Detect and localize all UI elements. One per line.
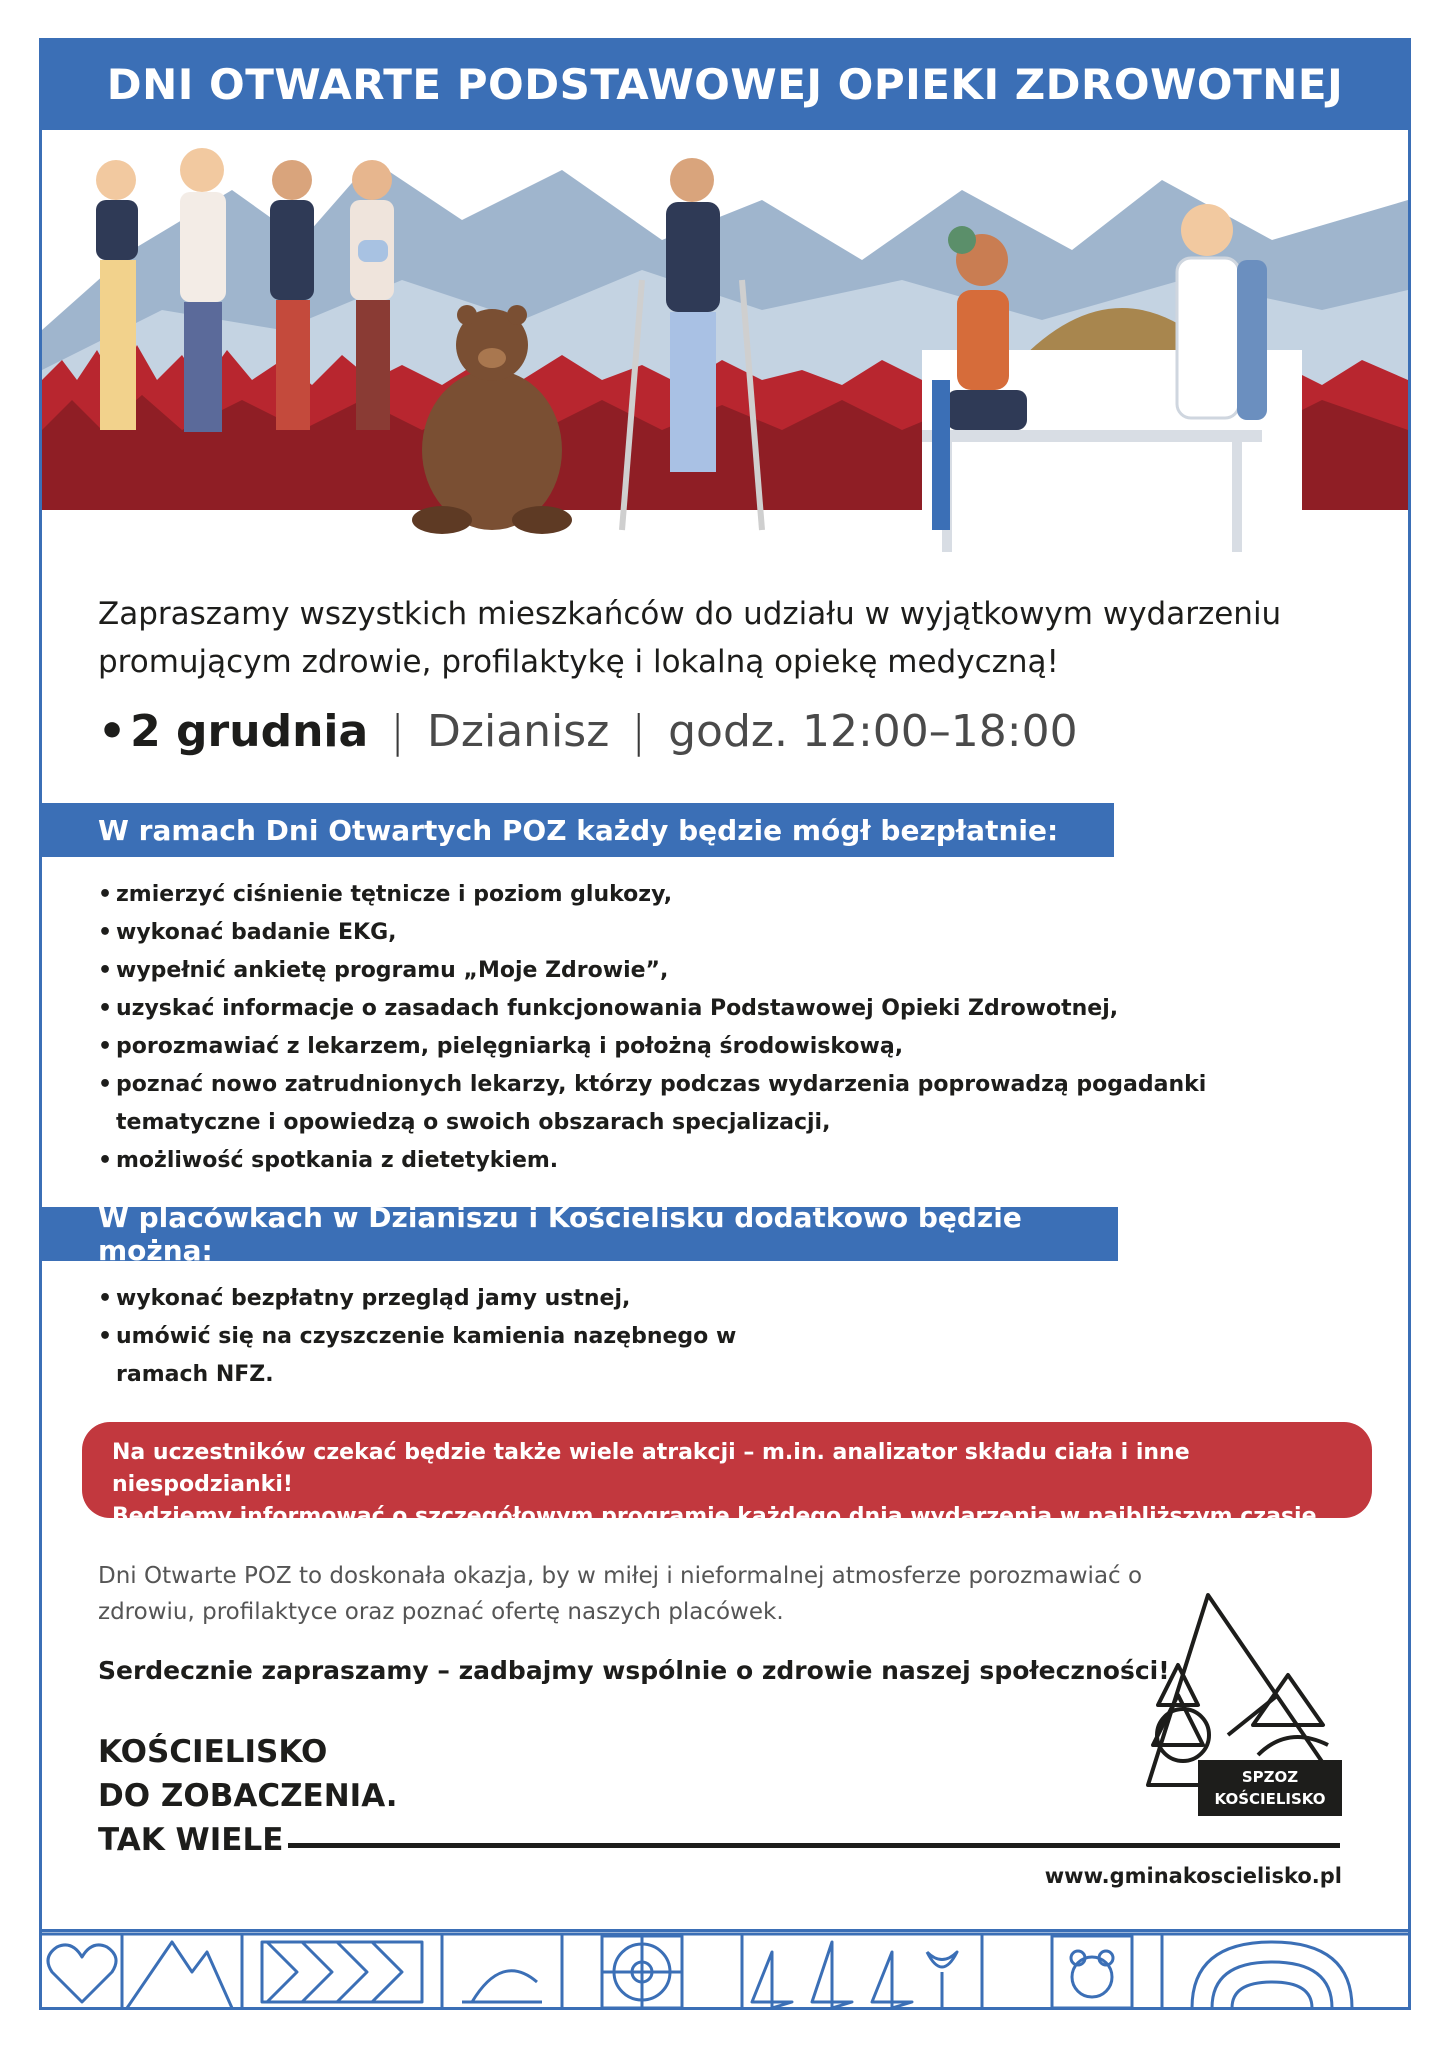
event-hours: godz. 12:00–18:00	[668, 706, 1078, 757]
page-title: DNI OTWARTE PODSTAWOWEJ OPIEKI ZDROWOTNEJ	[106, 59, 1344, 109]
outro-text: Dni Otwarte POZ to doskonała okazja, by w miłej i nieformalnej atmosferze porozmawiać o zdrowiu, profilaktyce oraz poznać ofertę naszych placówek.	[98, 1563, 1143, 1625]
event-place: Dzianisz	[427, 706, 610, 757]
header-bar	[39, 38, 1411, 130]
bear-head-icon	[1071, 1951, 1113, 1997]
logo-badge	[1198, 1760, 1342, 1816]
callout-line-2: Będziemy informować o szczegółowym programie każdego dnia wydarzenia w najbliższym czasie.	[112, 1504, 1325, 1529]
event-bullet: •	[98, 706, 127, 757]
invite-text: Serdecznie zapraszamy – zadbajmy wspólnie o zdrowie naszej społeczności!	[98, 1656, 1170, 1685]
list-item: • wypełnić ankietę programu „Moje Zdrowie”,	[98, 952, 1218, 990]
section1-heading: W ramach Dni Otwartych POZ każdy będzie mógł bezpłatnie:	[42, 803, 1114, 857]
separator: |	[631, 706, 647, 757]
list-item: • poznać nowo zatrudnionych lekarzy, którzy podczas wydarzenia poprowadzą pogadanki tematyczne i opowiedzą o swoich obszarach specjalizacji,	[98, 1066, 1218, 1142]
section2-heading: W placówkach w Dzianiszu i Kościelisku dodatkowo będzie można:	[42, 1207, 1118, 1261]
slogan-line-2: DO ZOBACZENIA.	[98, 1778, 398, 1814]
list-item: • porozmawiać z lekarzem, pielęgniarką i położną środowiskową,	[98, 1028, 1218, 1066]
intro-text: Zapraszamy wszystkich mieszkańców do udziału w wyjątkowym wydarzeniu promującym zdrowie, profilaktykę i lokalną opiekę medyczną!	[98, 596, 1282, 680]
tulip-icon	[927, 1952, 957, 2008]
logo-line-2: KOŚCIELISKO	[1214, 1790, 1326, 1808]
logo-line-1: SPZOZ	[1241, 1768, 1299, 1786]
callout-box	[82, 1422, 1372, 1529]
list-item: • zmierzyć ciśnienie tętnicze i poziom glukozy,	[98, 876, 1218, 914]
heart-icon	[48, 1945, 116, 2002]
trees-icon	[752, 1942, 912, 2008]
mountain-icon	[127, 1942, 232, 2008]
section2-list	[98, 1280, 758, 1394]
slogan-line-1: KOŚCIELISKO	[98, 1734, 328, 1770]
event-details	[98, 706, 1078, 757]
slogan-underline	[288, 1843, 1340, 1848]
callout-line-1: Na uczestników czekać będzie także wiele atrakcji – m.in. analizator składu ciała i inne niespodzianki!	[112, 1440, 1190, 1497]
list-item: • możliwość spotkania z dietetykiem.	[98, 1142, 1218, 1180]
footer-icon-strip	[42, 1929, 1408, 2007]
slogan-line-3: TAK WIELE	[98, 1822, 284, 1858]
section1-list	[98, 876, 1218, 1180]
event-date: 2 grudnia	[130, 706, 369, 757]
flower-icon	[602, 1936, 682, 2008]
list-item: • wykonać bezpłatny przegląd jamy ustnej,	[98, 1280, 758, 1318]
list-item: • wykonać badanie EKG,	[98, 914, 1218, 952]
hero-illustration	[42, 130, 1408, 560]
list-item: • umówić się na czyszczenie kamienia nazębnego w ramach NFZ.	[98, 1318, 758, 1394]
website-link[interactable]: www.gminakoscielisko.pl	[1044, 1864, 1342, 1888]
separator: |	[390, 706, 405, 757]
landscape-icon	[462, 1971, 542, 2002]
list-item: • uzyskać informacje o zasadach funkcjonowania Podstawowej Opieki Zdrowotnej,	[98, 990, 1218, 1028]
arrows-icon	[267, 1942, 402, 2002]
rainbow-icon	[1192, 1942, 1352, 2008]
